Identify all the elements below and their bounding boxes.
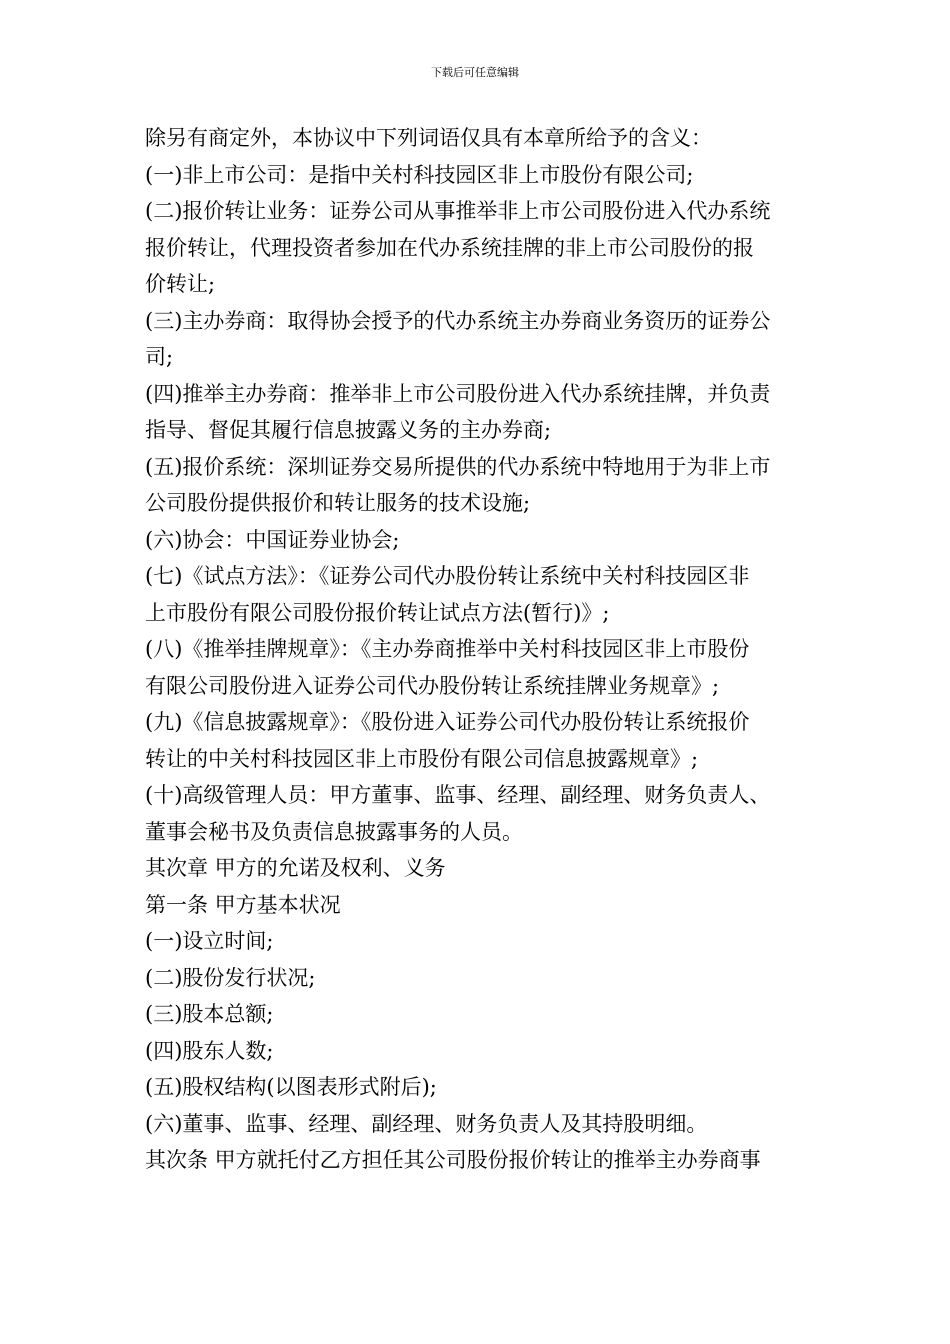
text-line: (五)股权结构(以图表形式附后); <box>145 1075 437 1099</box>
text-line: 除另有商定外，本协议中下列词语仅具有本章所给予的含义： <box>145 126 712 150</box>
text-line: (五)报价系统：深圳证券交易所提供的代办系统中特地用于为非上市 <box>145 454 771 479</box>
text-line: (六)协会：中国证券业协会; <box>145 527 400 552</box>
text-line: (二)报价转让业务：证券公司从事推举非上市公司股份进入代办系统 <box>145 199 771 223</box>
text-line: 公司股份提供报价和转让服务的技术设施; <box>145 491 531 515</box>
chapter-heading: 其次章 甲方的允诺及权利、义务 <box>145 856 446 880</box>
text-line: (十)高级管理人员：甲方董事、监事、经理、副经理、财务负责人、 <box>145 783 771 807</box>
text-line: (一)非上市公司：是指中关村科技园区非上市股份有限公司; <box>145 162 694 187</box>
text-line: 上市股份有限公司股份报价转让试点方法(暂行)》; <box>145 600 610 625</box>
text-line: (六)董事、监事、经理、副经理、财务负责人及其持股明细。 <box>145 1111 708 1136</box>
text-line: 转让的中关村科技园区非上市股份有限公司信息披露规章》; <box>145 746 699 771</box>
text-line: (四)推举主办券商：推举非上市公司股份进入代办系统挂牌，并负责 <box>145 381 771 406</box>
text-line: (九)《信息披露规章》：《股份进入证券公司代办股份转让系统报价 <box>145 710 750 734</box>
document-body <box>145 120 810 1179</box>
text-line: (三)股本总额; <box>145 1002 274 1026</box>
text-line: 司; <box>145 345 174 369</box>
text-line: 有限公司股份进入证券公司代办股份转让系统挂牌业务规章》; <box>145 673 720 698</box>
text-line: (三)主办券商：取得协会授予的代办系统主办券商业务资历的证券公 <box>145 308 771 333</box>
article-heading: 其次条 甲方就托付乙方担任其公司股份报价转让的推举主办券商事 <box>145 1148 761 1172</box>
text-line: (八)《推举挂牌规章》：《主办券商推举中关村科技园区非上市股份 <box>145 637 750 661</box>
article-heading: 第一条 甲方基本状况 <box>145 892 341 917</box>
text-line: 董事会秘书及负责信息披露事务的人员。 <box>145 819 523 844</box>
text-line: (七)《试点方法》：《证券公司代办股份转让系统中关村科技园区非 <box>145 564 750 588</box>
text-line: (四)股东人数; <box>145 1038 274 1063</box>
text-line: 价转让; <box>145 272 216 296</box>
text-line: 报价转让，代理投资者参加在代办系统挂牌的非上市公司股份的报 <box>145 235 754 260</box>
text-line: (一)设立时间; <box>145 929 274 953</box>
page-header: 下载后可任意编辑 <box>431 66 519 79</box>
text-line: 指导、督促其履行信息披露义务的主办券商; <box>145 418 552 442</box>
text-line: (二)股份发行状况; <box>145 965 316 990</box>
